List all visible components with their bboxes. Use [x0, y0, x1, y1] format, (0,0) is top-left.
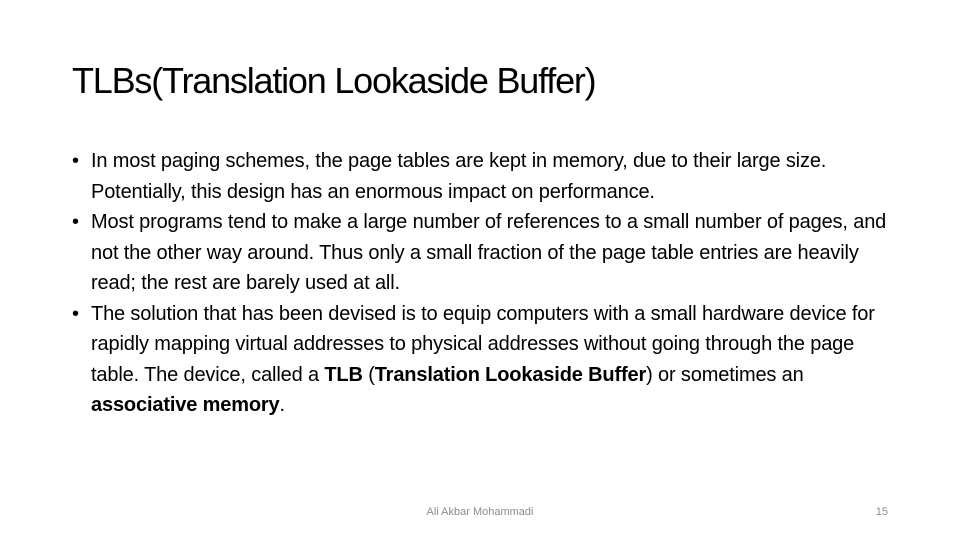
bullet-text: In most paging schemes, the page tables are kept in memory, due to their large size. Potentially, this design has an enormous impact on performance.: [91, 150, 827, 203]
bold-term-tlb: TLB: [324, 363, 363, 386]
bullet-text: Most programs tend to make a large number of references to a small number of pages, and not the other way around. Thus only a small fraction of the page table entries are heavily read; the rest are barely used at all.: [91, 211, 887, 294]
bullet-text: The solution that has been devised is to equip computers with a small hardware device for rapidly mapping virtual addresses to physical addresses without going through the page table. The device, called a: [91, 302, 875, 386]
page-number: 15: [875, 506, 888, 518]
bullet-marker: •: [72, 211, 79, 233]
bullet-marker: •: [72, 150, 79, 172]
bold-term-associative-memory: associative memory: [91, 394, 280, 416]
bullet-item-3: [72, 299, 902, 421]
bullet-text: .: [279, 394, 285, 416]
bullet-item-2: [72, 207, 902, 299]
bullet-text: ) or sometimes an: [646, 363, 804, 386]
footer-author: Ali Akbar Mohammadi: [426, 506, 534, 518]
bullet-text: (: [362, 363, 375, 386]
slide-title: TLBs(Translation Lookaside Buffer): [72, 60, 596, 101]
bullet-item-1: [72, 146, 902, 207]
bullet-marker: •: [72, 302, 79, 325]
bullet-list: [72, 146, 902, 421]
bold-term-full-name: Translation Lookaside Buffer: [374, 363, 647, 386]
